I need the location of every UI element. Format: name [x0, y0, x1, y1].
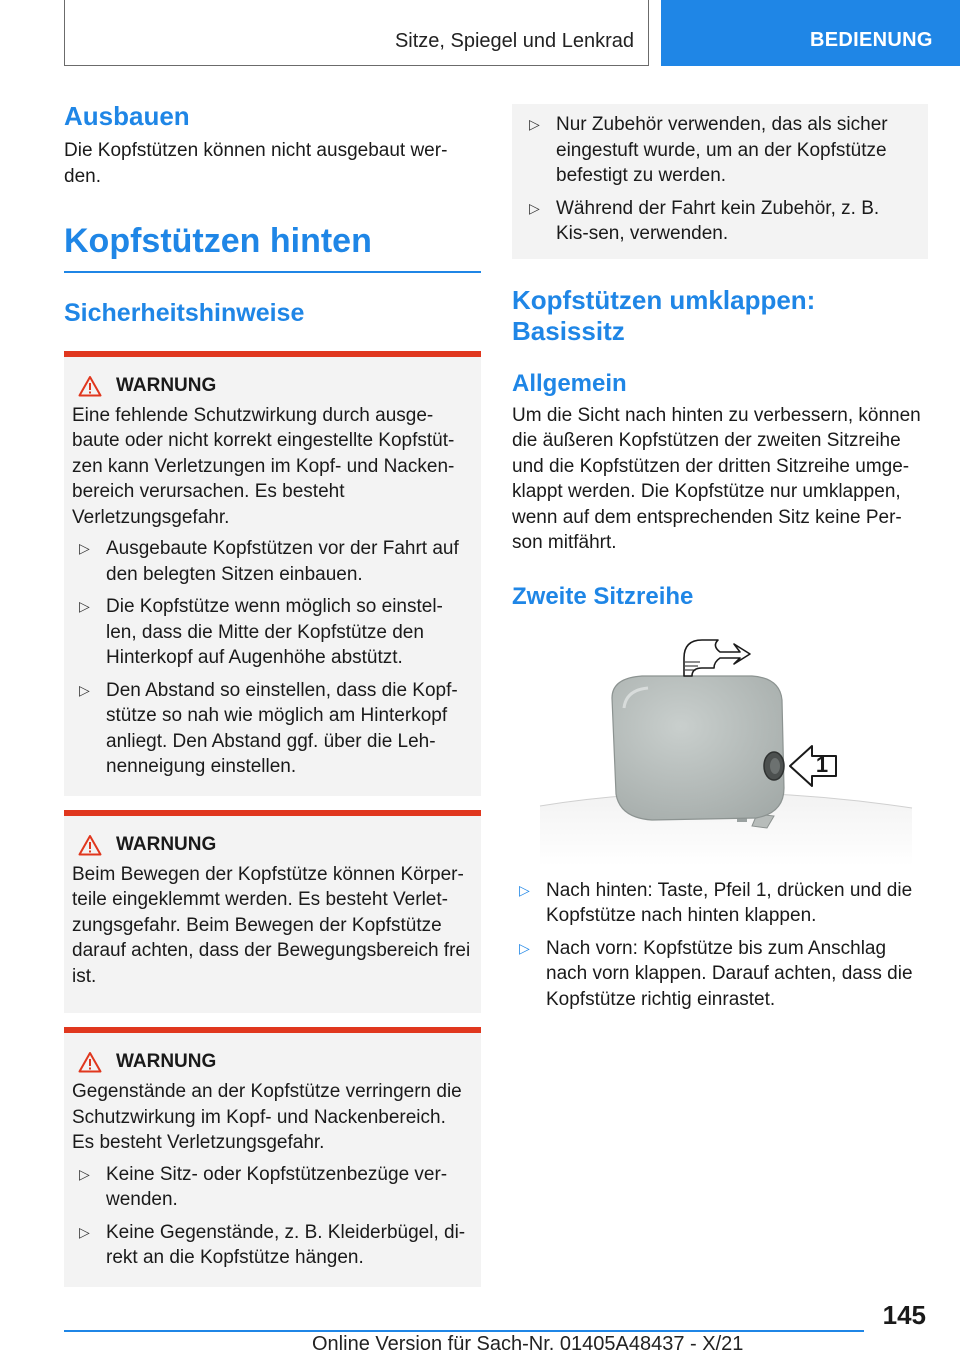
ausbauen-heading: Ausbauen [64, 101, 190, 131]
warning-box [64, 351, 481, 796]
online-version-text: Online Version für Sach-Nr. 01405A48437 - X/21 [312, 1333, 744, 1355]
list-item: ▷ Nach vorn: Kopfstütze bis zum Anschlag nach vorn klappen. Darauf achten, dass die Kopfstütze richtig einrastet. [519, 937, 913, 1010]
general-heading: Allgemein [512, 369, 627, 397]
chapter-label: BEDIENUNG [810, 29, 933, 51]
headrest-illustration [512, 638, 928, 866]
warning-triangle-icon [78, 834, 102, 856]
list-item: ▷ Den Abstand so einstellen, dass die Kopf-stütze so nah wie möglich am Hinterkopf anliegt. Den Abstand ggf. über die Leh-nenneigung einstellen. [79, 679, 458, 777]
triangle-bullet-icon: ▷ [79, 681, 90, 698]
list-item: ▷ Nach hinten: Taste, Pfeil 1, drücken und die Kopfstütze nach hinten klappen. [519, 879, 913, 926]
header-bar [64, 0, 649, 66]
page-number: 145 [882, 1300, 926, 1330]
headrest-figure [512, 638, 928, 866]
continued-bullets [522, 112, 916, 247]
triangle-bullet-icon: ▷ [519, 881, 530, 898]
triangle-bullet-icon: ▷ [79, 540, 90, 556]
warning-bullets [72, 1162, 471, 1271]
ausbauen-text: Die Kopfstützen können nicht ausgebaut wer-den. [64, 140, 448, 187]
main-heading: Kopfstützen hinten [64, 222, 372, 260]
heading-rule [64, 271, 481, 273]
triangle-bullet-icon: ▷ [79, 1165, 90, 1182]
triangle-bullet-icon: ▷ [529, 116, 540, 132]
fold-heading: Kopfstützen umklappen: Basissitz [512, 284, 816, 346]
warning-box [64, 810, 481, 1014]
triangle-bullet-icon: ▷ [529, 199, 540, 216]
warning-text: Beim Bewegen der Kopfstütze können Körper-teile eingeklemmt werden. Es besteht Verlet-zungsgefahr. Beim Bewegen der Kopfstütze darauf achten, dass der Bewegungsbereich frei ist. [72, 863, 471, 987]
warning-bullets [72, 536, 471, 780]
footer-rule [64, 1330, 864, 1332]
warning-text: Eine fehlende Schutzwirkung durch ausge-baute oder nicht korrekt eingestellte Kopfstüt-zen kann Verletzungen im Kopf- und Nacken-bereich verursachen. Es besteht Verletzungsgefahr. [72, 404, 455, 528]
right-column [512, 104, 928, 1012]
general-text: Um die Sicht nach hinten zu verbessern, können die äußeren Kopfstützen der zweiten Sitzreihe und die Kopfstützen der dritten Sitzreihe umge-klappt werden. Die Kopfstütze nur umklappen, wenn auf dem entsprechenden Sitz keine Per-son mitfährt. [512, 404, 921, 553]
list-item: ▷ Die Kopfstütze wenn möglich so einstel-len, dass die Mitte der Kopfstütze den Hinterkopf auf Augenhöhe abstützt. [79, 596, 443, 668]
triangle-bullet-icon: ▷ [519, 939, 530, 956]
chapter-tab[interactable] [661, 0, 960, 66]
section-title: Sitze, Spiegel und Lenkrad [394, 30, 634, 52]
row2-heading: Zweite Sitzreihe [512, 582, 694, 610]
warning-box [64, 1027, 481, 1287]
continued-warning-box [512, 104, 928, 259]
warning-triangle-icon [78, 375, 102, 397]
step-list [512, 878, 928, 1013]
triangle-bullet-icon: ▷ [79, 1223, 90, 1240]
warning-title: WARNUNG [78, 1049, 471, 1075]
triangle-bullet-icon: ▷ [79, 598, 90, 614]
list-item: ▷ Nur Zubehör verwenden, das als sicher eingestuft wurde, um an der Kopfstütze befestigt zu werden. [529, 114, 888, 186]
warning-title: WARNUNG [78, 832, 471, 858]
list-item: ▷ Ausgebaute Kopfstützen vor der Fahrt auf den belegten Sitzen einbauen. [79, 538, 459, 585]
safety-heading: Sicherheitshinweise [64, 298, 305, 327]
list-item: ▷ Keine Gegenstände, z. B. Kleiderbügel, di-rekt an die Kopfstütze hängen. [79, 1221, 466, 1268]
figure-label: 1 [815, 751, 829, 777]
list-item: ▷ Während der Fahrt kein Zubehör, z. B. Kis-sen, verwenden. [529, 197, 880, 244]
warning-text: Gegenstände an der Kopfstütze verringern die Schutzwirkung im Kopf- und Nackenbereich. Es besteht Verletzungsgefahr. [72, 1081, 462, 1153]
warning-title: WARNUNG [78, 373, 471, 399]
warning-triangle-icon [78, 1051, 102, 1073]
left-column [64, 100, 481, 1287]
list-item: ▷ Keine Sitz- oder Kopfstützenbezüge ver-wenden. [79, 1163, 448, 1210]
